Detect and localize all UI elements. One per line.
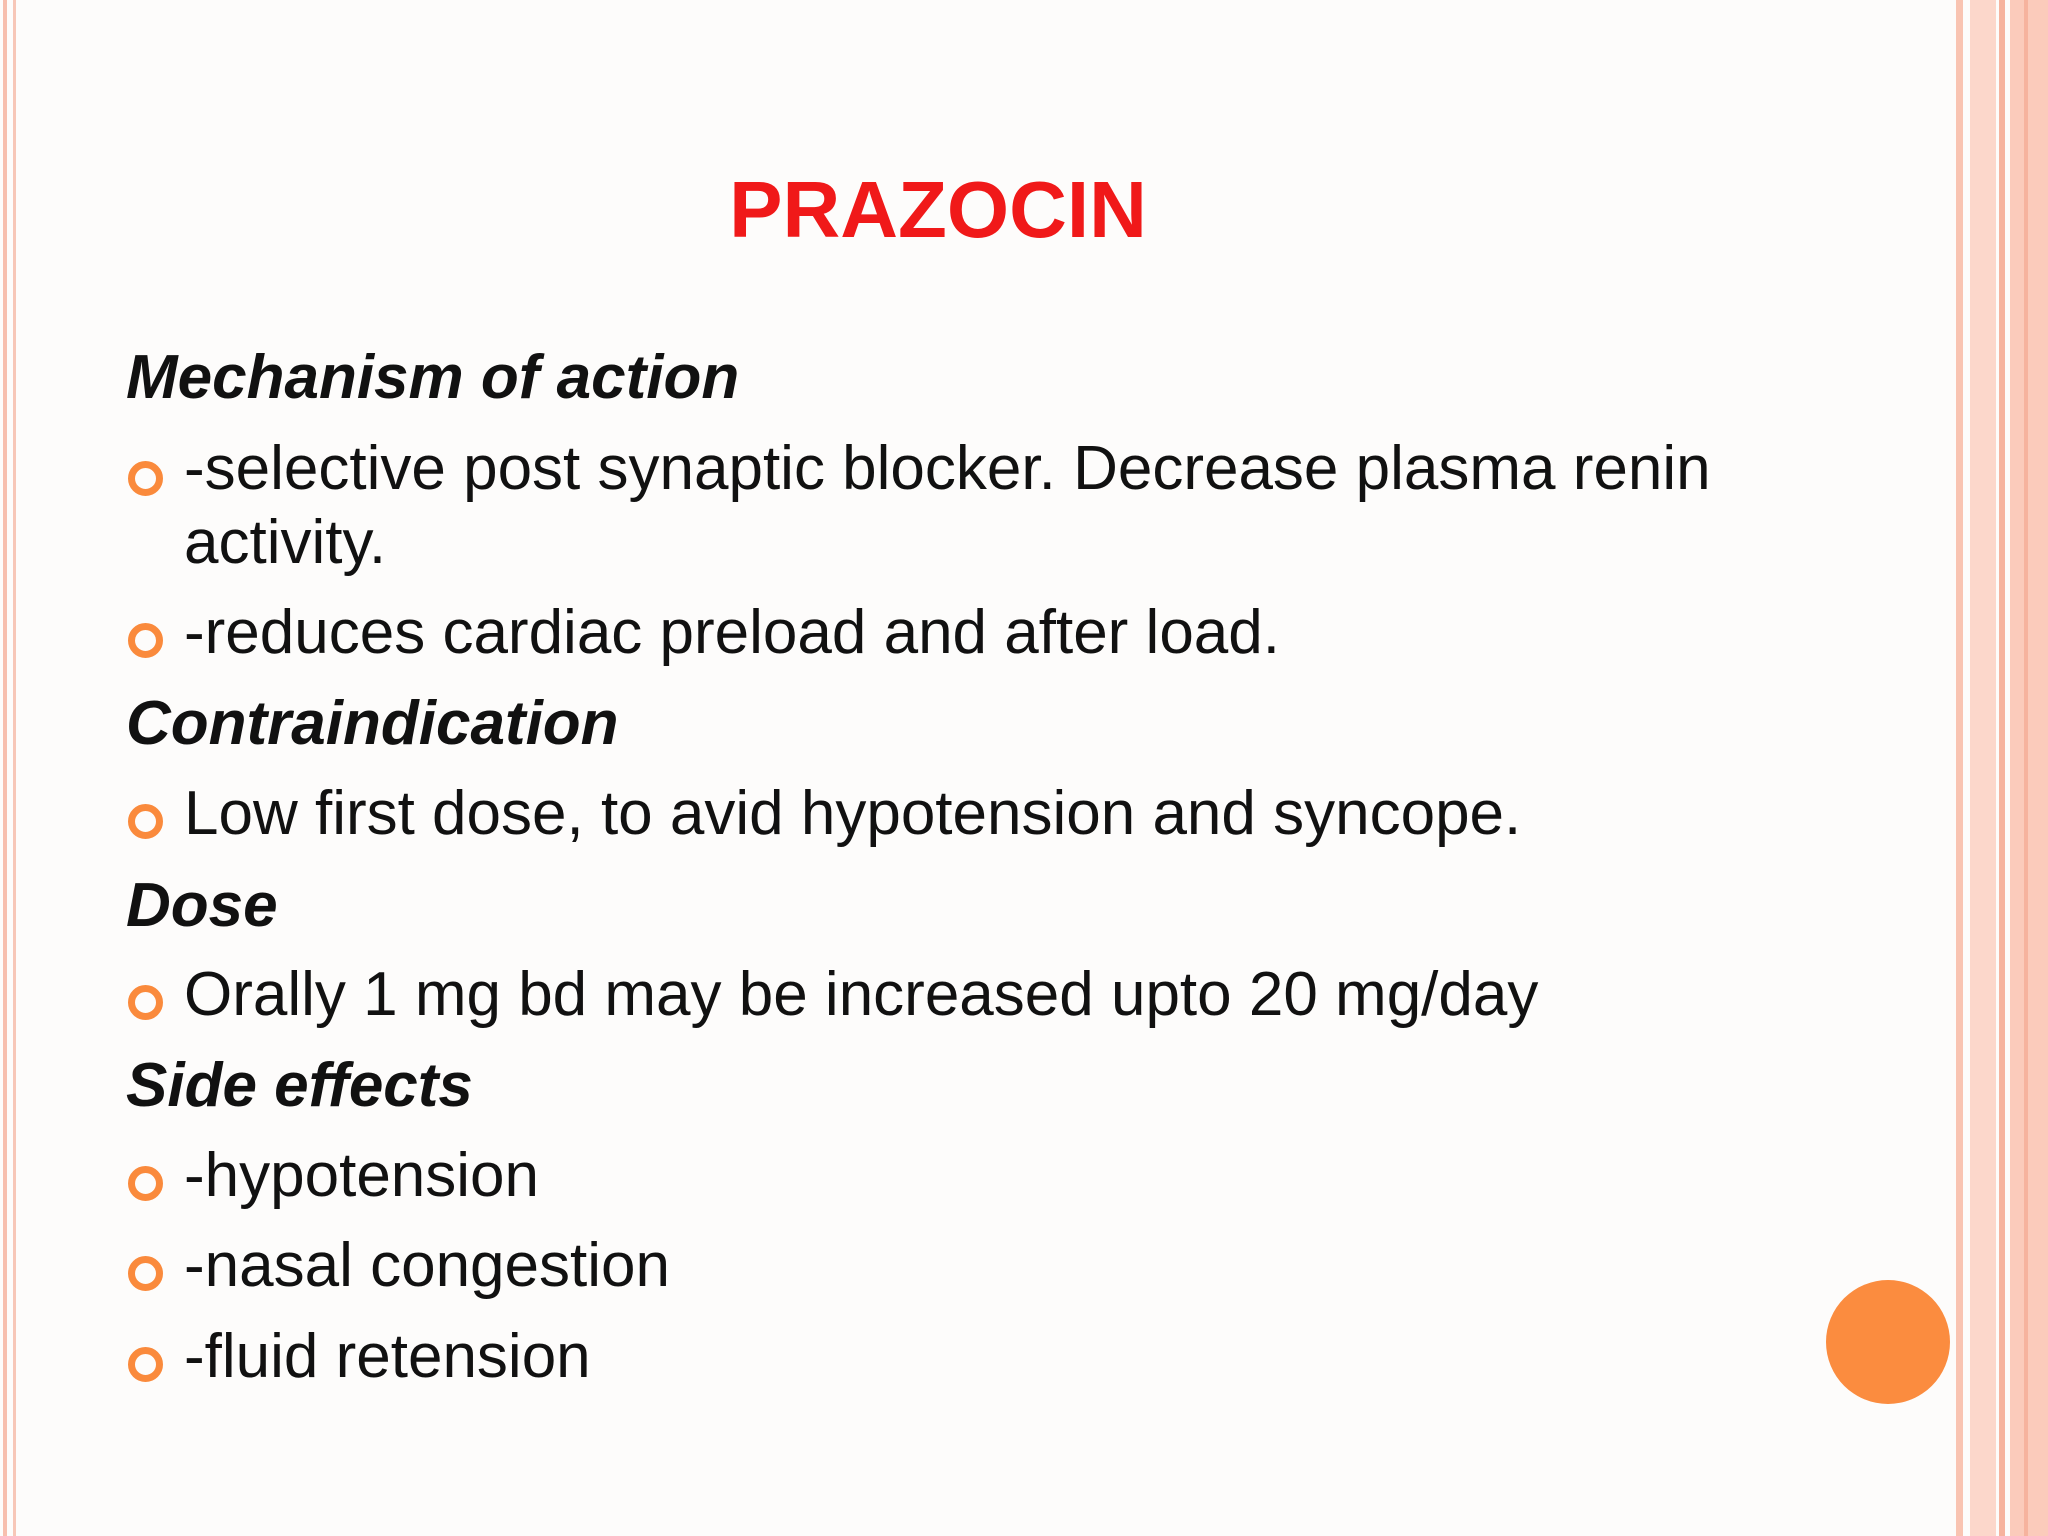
right-border-band: [1999, 0, 2005, 1536]
hollow-circle-bullet-icon: [128, 985, 163, 1020]
hollow-circle-bullet-icon: [128, 461, 163, 496]
section-heading-side-effects: Side effects: [126, 1051, 473, 1120]
bullet-item: Orally 1 mg bd may be increased upto 20 mg/day: [184, 960, 1539, 1029]
orange-circle-decoration: [1826, 1280, 1950, 1404]
section-heading-dose: Dose: [126, 871, 278, 940]
hollow-circle-bullet-icon: [128, 623, 163, 658]
section-heading-contraindication: Contraindication: [126, 689, 619, 758]
bullet-item: -selective post synaptic blocker. Decrease plasma renin activity.: [184, 434, 1711, 577]
hollow-circle-bullet-icon: [128, 1256, 163, 1291]
section-heading-mechanism: Mechanism of action: [126, 343, 740, 412]
hollow-circle-bullet-icon: [128, 804, 163, 839]
hollow-circle-bullet-icon: [128, 1166, 163, 1201]
hollow-circle-bullet-icon: [128, 1347, 163, 1382]
bullet-item: -nasal congestion: [184, 1231, 670, 1300]
bullet-item: -hypotension: [184, 1141, 540, 1210]
right-border-band: [1956, 0, 1963, 1536]
bullet-item: Low first dose, to avid hypotension and syncope.: [184, 779, 1522, 848]
right-border-band: [2024, 0, 2028, 1536]
slide-title: PRAZOCIN: [729, 165, 1147, 254]
bullet-item: -fluid retension: [184, 1322, 591, 1391]
right-border-band: [1970, 0, 1996, 1536]
bullet-item: -reduces cardiac preload and after load.: [184, 598, 1280, 667]
right-border-band: [2010, 0, 2048, 1536]
